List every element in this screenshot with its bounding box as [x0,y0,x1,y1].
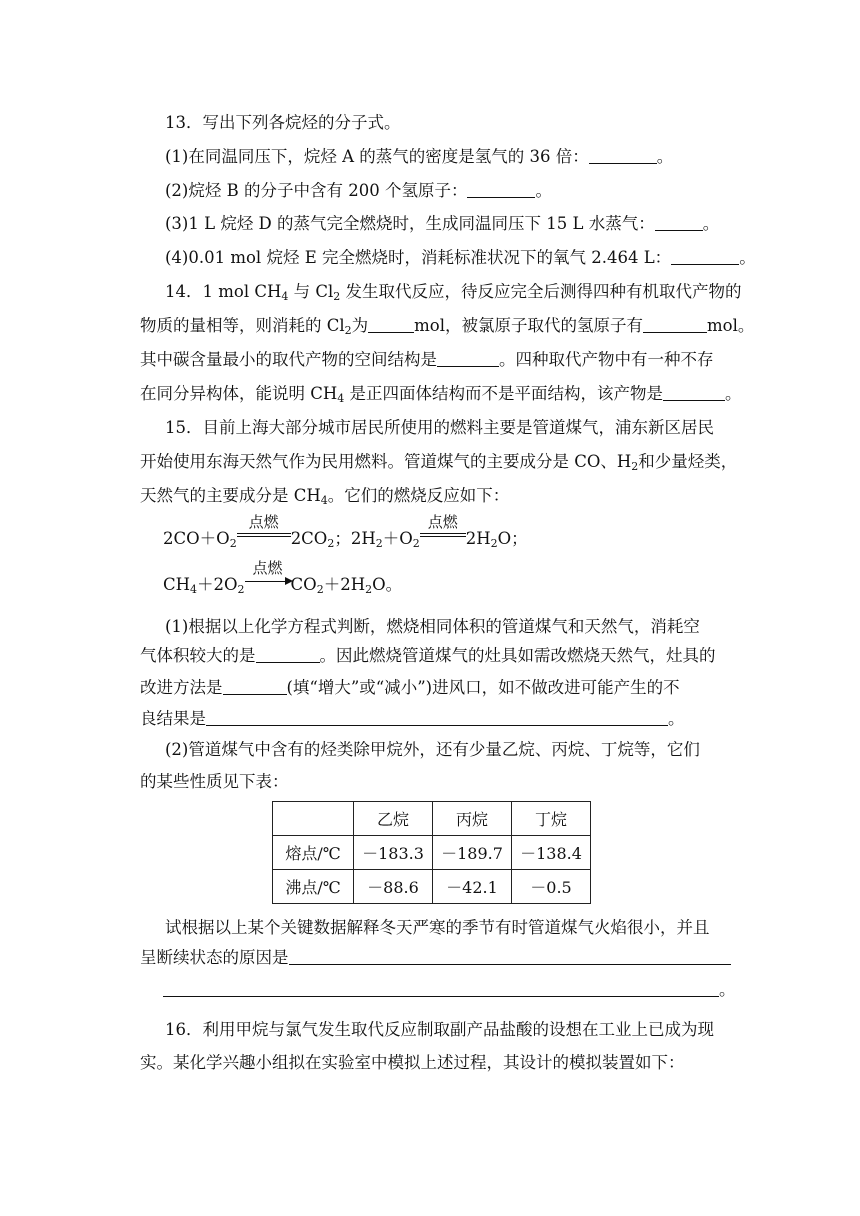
q15-text: 试根据以上某个关键数据解释冬天严寒的季节有时管道煤气火焰很小，并且 [165,918,710,937]
subscript: 2 [412,537,420,550]
answer-blank[interactable] [663,384,725,401]
period: 。 [739,248,756,267]
reaction-arrow [245,559,291,592]
answer-blank[interactable] [368,316,414,333]
answer-blank[interactable] [643,316,707,333]
table-row [273,836,591,870]
equation-text: ＋2O [197,575,238,594]
q14-text: 与 Cl [293,282,334,301]
table-cell: －138.4 [512,836,591,870]
q14-line3 [140,350,714,370]
q15-text: 。因此燃烧管道煤气的灶具如需改燃烧天然气，灶具的 [319,646,716,665]
q15-text: 呈断续状态的原因是 [140,948,289,967]
q15-line1 [165,418,714,438]
equation-text: CO [290,575,317,594]
answer-blank[interactable] [589,147,657,164]
condition-label: 点燃 [252,559,283,577]
q15-part3-line1 [165,918,710,938]
equation-text: ＋O [382,529,413,548]
equation-text: O； [497,529,528,548]
table-header-cell: 乙烷 [354,802,433,836]
q13-part3-text: (3)1 L 烷烃 D 的蒸气完全燃烧时，生成同温同压下 15 L 水蒸气： [165,214,655,233]
answer-blank[interactable] [437,350,499,367]
subscript: 2 [490,537,498,550]
equation-text: 2CO＋O [163,529,230,548]
q15-text: 天然气的主要成分是 CH [140,486,321,505]
equation-text: ；2H [334,529,376,548]
condition-label: 点燃 [248,513,279,531]
subscript: 2 [237,583,245,596]
subscript: 4 [190,583,198,596]
q15-text: 气体积较大的是 [140,646,256,665]
table-cell: －88.6 [354,870,433,904]
q15-text: 。 [668,709,685,728]
q14-text: 发生取代反应，待反应完全后测得四种有机取代产物的 [345,282,742,301]
q15-part1-line1 [165,617,700,637]
answer-blank[interactable] [467,181,535,198]
equation-line-1 [163,513,528,550]
q15-text: 开始使用东海天然气作为民用燃料。管道煤气的主要成分是 CO、H [140,452,632,471]
subscript: 2 [365,583,373,596]
table-header-row [273,802,591,836]
q13-part4-text: (4)0.01 mol 烷烃 E 完全燃烧时，消耗标准状况下的氧气 2.464 L： [165,248,672,267]
q15-text: (2)管道煤气中含有的烃类除甲烷外，还有少量乙烷、丙烷、丁烷等，它们 [165,740,700,759]
q14-line4 [140,384,742,404]
q13-part3 [165,214,719,234]
subscript: 2 [375,537,383,550]
equation-text: 2CO [290,529,328,548]
q14-text: 是正四面体结构而不是平面结构，该产物是 [349,384,664,403]
answer-blank[interactable] [256,646,320,663]
q14-line1 [165,282,742,302]
q15-part2-line1 [165,740,700,760]
q15-text: 和少量烃类， [638,452,738,471]
table-header-cell: 丙烷 [433,802,512,836]
table-cell: 熔点/℃ [273,836,354,870]
q13-part4 [165,248,756,268]
table-cell: －183.3 [354,836,433,870]
subscript: 4 [281,290,289,303]
table-row [273,870,591,904]
q13-part2-text: (2)烷烃 B 的分子中含有 200 个氢原子： [165,181,468,200]
answer-blank[interactable] [655,214,703,231]
equation-text: 2H [465,529,491,548]
subscript: 2 [327,537,335,550]
answer-blank[interactable] [289,948,731,965]
table-cell: 沸点/℃ [273,870,354,904]
q16-line1 [165,1020,714,1040]
q14-text: 其中碳含量最小的取代产物的空间结构是 [140,350,437,369]
q14-text: mol。 [707,316,755,335]
q14-text: 物质的量相等，则消耗的 Cl [140,316,345,335]
answer-blank[interactable] [223,678,287,695]
equilibrium-condition-arrow [420,513,466,546]
hydrocarbon-properties-table [272,801,591,904]
table-cell: －0.5 [512,870,591,904]
condition-label: 点燃 [427,513,458,531]
subscript: 2 [344,324,352,337]
q16-text: 16．利用甲烷与氯气发生取代反应制取副产品盐酸的设想在工业上已成为现 [165,1020,714,1039]
subscript: 2 [316,583,324,596]
q15-line2 [140,452,737,472]
subscript: 4 [337,392,345,405]
subscript: 2 [333,290,341,303]
equation-line-2 [163,559,403,596]
subscript: 2 [631,460,639,473]
q15-text: (填“增大”或“减小”)进风口，如不做改进可能产生的不 [286,678,680,697]
q15-text: 改进方法是 [140,678,223,697]
table-header-cell: 丁烷 [512,802,591,836]
q13-stem [165,113,401,133]
q14-line2 [140,316,754,336]
q15-text: 良结果是 [140,709,206,728]
period: 。 [535,181,552,200]
q15-part3-line3 [163,980,736,1000]
q14-text: 在同分异构体，能说明 CH [140,384,338,403]
equation-text: CH [163,575,191,594]
table-header-cell [273,802,354,836]
q13-part2 [165,181,552,201]
q15-part1-line2 [140,646,716,666]
q15-part1-line3 [140,678,680,698]
answer-blank[interactable] [163,980,719,997]
q15-text: 的某些性质见下表： [140,772,289,791]
table-cell: －189.7 [433,836,512,870]
q14-text: 为 [351,316,369,335]
q14-text: mol，被氯原子取代的氢原子有 [414,316,644,335]
q16-text: 实。某化学兴趣小组拟在实验室中模拟上述过程，其设计的模拟装置如下： [140,1053,685,1072]
q15-part1-line4 [140,709,685,729]
q13-part1-text: (1)在同温同压下，烷烃 A 的蒸气的密度是氢气的 36 倍： [165,147,589,166]
period: 。 [656,147,674,166]
q15-text: (1)根据以上化学方程式判断，燃烧相同体积的管道煤气和天然气，消耗空 [165,617,700,636]
q15-part3-line2 [140,948,731,968]
q15-text: 。它们的燃烧反应如下： [327,486,510,505]
answer-blank[interactable] [206,709,668,726]
subscript: 2 [229,537,237,550]
period: 。 [719,980,736,999]
equation-text: O。 [372,575,403,594]
q15-text: 15．目前上海大部分城市居民所使用的燃料主要是管道煤气，浦东新区居民 [165,418,714,437]
q15-line3 [140,486,509,506]
q13-part1 [165,147,673,167]
subscript: 4 [320,494,328,507]
period: 。 [702,214,720,233]
equilibrium-condition-arrow [237,513,291,546]
q14-text: 。 [725,384,742,403]
q15-part2-line2 [140,772,289,792]
q14-text: 。四种取代产物中有一种不存 [499,350,714,369]
equation-text: ＋2H [323,575,366,594]
q13-stem-text: 13．写出下列各烷烃的分子式。 [165,113,401,132]
answer-blank[interactable] [671,248,739,265]
table-cell: －42.1 [433,870,512,904]
q14-text: 14．1 mol CH [165,282,282,301]
q16-line2 [140,1053,685,1073]
